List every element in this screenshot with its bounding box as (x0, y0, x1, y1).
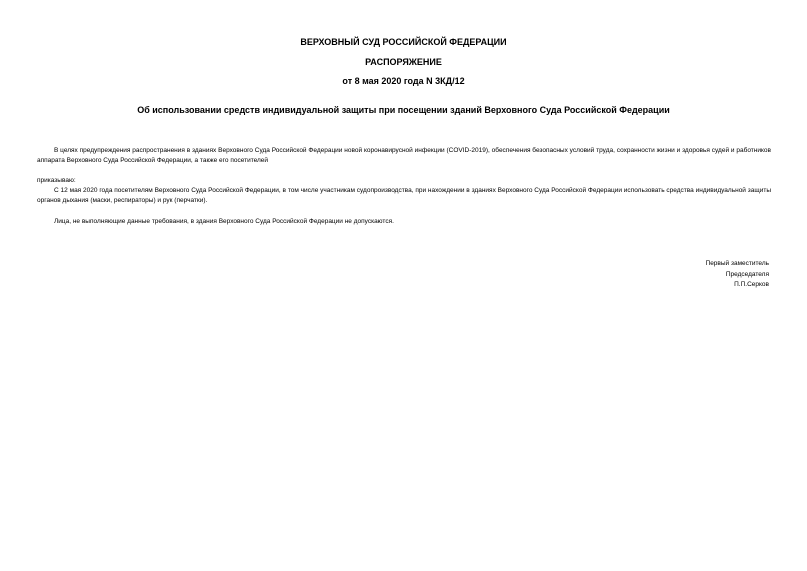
signature-name: П.П.Серков (734, 281, 769, 288)
preamble-paragraph: В целях предупреждения распространения в зданиях Верховного Суда Российской Федерации новой коронавирусной инфекции (COVID-2019), обеспечения безопасных условий труда, сохранности жизни и здоровья судей и работников аппарата Верховного Суда Российской Федерации, а также его посетителей (37, 147, 771, 164)
order-word: приказываю: (37, 177, 76, 184)
signature-block (706, 259, 769, 291)
document-date: от 8 мая 2020 года N 3КД/12 (342, 76, 465, 86)
document-title: Об использовании средств индивидуальной защиты при посещении зданий Верховного Суда Российской Федерации (137, 105, 670, 115)
court-name: ВЕРХОВНЫЙ СУД РОССИЙСКОЙ ФЕДЕРАЦИИ (300, 37, 507, 47)
restriction-paragraph: Лица, не выполняющие данные требования, в здания Верховного Суда Российской Федерации не допускаются. (54, 218, 394, 225)
document-type: РАСПОРЯЖЕНИЕ (365, 57, 442, 67)
signature-position-line2: Председателя (725, 270, 769, 278)
signature-position-line1: Первый заместитель (705, 260, 769, 267)
order-paragraph: С 12 мая 2020 года посетителям Верховного Суда Российской Федерации, в том числе участникам судопроизводства, при нахождении в зданиях Верховного Суда Российской Федерации использовать средства индивидуальной защиты органов дыхания (маски, респираторы) и рук (перчатки). (37, 187, 771, 204)
